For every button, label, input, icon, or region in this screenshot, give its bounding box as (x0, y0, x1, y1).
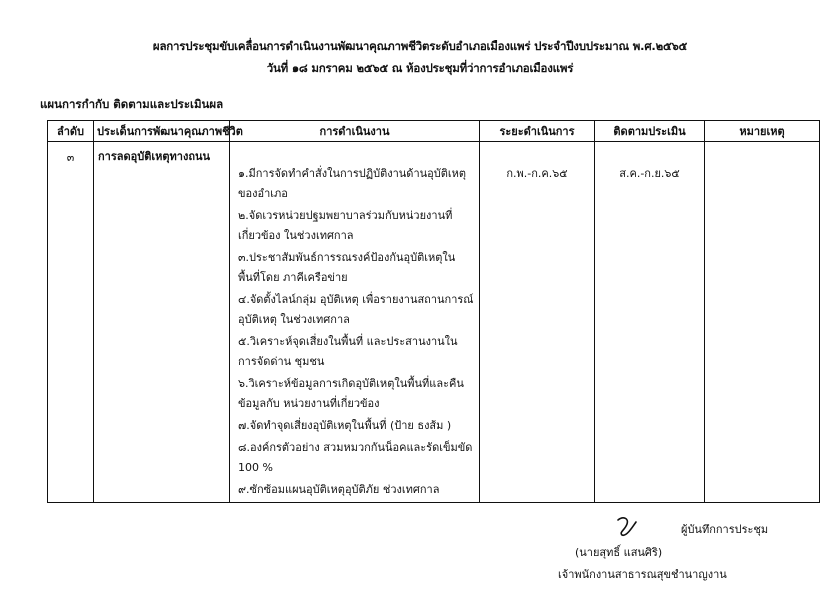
column-header-evaluation: ติดตามประเมิน (595, 121, 705, 142)
action-item: ๒.จัดเวรหน่วยปฐมพยาบาลร่วมกับหน่วยงานที่เกี่ยวข้อง ในช่วงเทศกาล (238, 209, 453, 242)
row-duration: ก.พ.-ก.ค.๖๕ (480, 142, 595, 503)
action-item: ๑.มีการจัดทำคำสั่งในการปฏิบัติงานด้านอุบัติเหตุของอำเภอ (238, 167, 467, 200)
row-remarks (705, 142, 820, 503)
column-header-remarks: หมายเหตุ (705, 121, 820, 142)
column-header-issue: ประเด็นการพัฒนาคุณภาพชีวิต (94, 121, 230, 142)
plan-table (47, 120, 820, 503)
column-header-actions: การดำเนินงาน (230, 121, 480, 142)
action-item: ๓.ประชาสัมพันธ์การรณรงค์ป้องกันอุบัติเหตุในพื้นที่โดย ภาคีเครือข่าย (238, 251, 456, 284)
column-header-index: ลำดับ (48, 121, 94, 142)
document-title: ผลการประชุมขับเคลื่อนการดำเนินงานพัฒนาคุณภาพชีวิตระดับอำเภอเมืองแพร่ ประจำปีงบประมาณ พ.ศ.๒๕๖๕ (152, 39, 688, 53)
signer-position: เจ้าพนักงานสาธารณสุขชำนาญงาน (558, 568, 727, 581)
row-index: ๓ (48, 142, 94, 503)
section-title: แผนการกำกับ ติดตามและประเมินผล (40, 97, 224, 111)
action-item: ๕.วิเคราะห์จุดเสี่ยงในพื้นที่ และประสานงานในการจัดด่าน ชุมชน (238, 335, 458, 368)
action-item: ๔.จัดตั้งไลน์กลุ่ม อุบัติเหตุ เพื่อรายงานสถานการณ์อุบัติเหตุ ในช่วงเทศกาล (238, 293, 474, 326)
column-header-duration: ระยะดำเนินการ (480, 121, 595, 142)
signature-mark (614, 514, 640, 538)
document-subtitle: วันที่ ๑๘ มกราคม ๒๕๖๕ ณ ห้องประชุมที่ว่าการอำเภอเมืองแพร่ (266, 61, 574, 75)
row-issue: การลดอุบัติเหตุทางถนน (94, 142, 230, 503)
recorder-label: ผู้บันทึกการประชุม (681, 523, 769, 536)
action-item: ๘.องค์กรตัวอย่าง สวมหมวกกันน็อคและรัดเข็มขัด 100 % (238, 441, 473, 474)
table-header-row (48, 121, 820, 142)
row-evaluation: ส.ค.-ก.ย.๖๕ (595, 142, 705, 503)
row-actions (230, 142, 480, 503)
signer-name: (นายสุทธิ์ แสนศิริ) (575, 546, 663, 559)
action-item: ๗.จัดทำจุดเสี่ยงอุบัติเหตุในพื้นที่ (ป้าย ธงส้ม ) (238, 419, 452, 432)
table-row (48, 142, 820, 503)
action-item: ๖.วิเคราะห์ข้อมูลการเกิดอุบัติเหตุในพื้นที่และคืนข้อมูลกับ หน่วยงานที่เกี่ยวข้อง (238, 377, 464, 410)
action-item: ๙.ซักซ้อมแผนอุบัติเหตุอุบัติภัย ช่วงเทศกาล (238, 483, 440, 496)
